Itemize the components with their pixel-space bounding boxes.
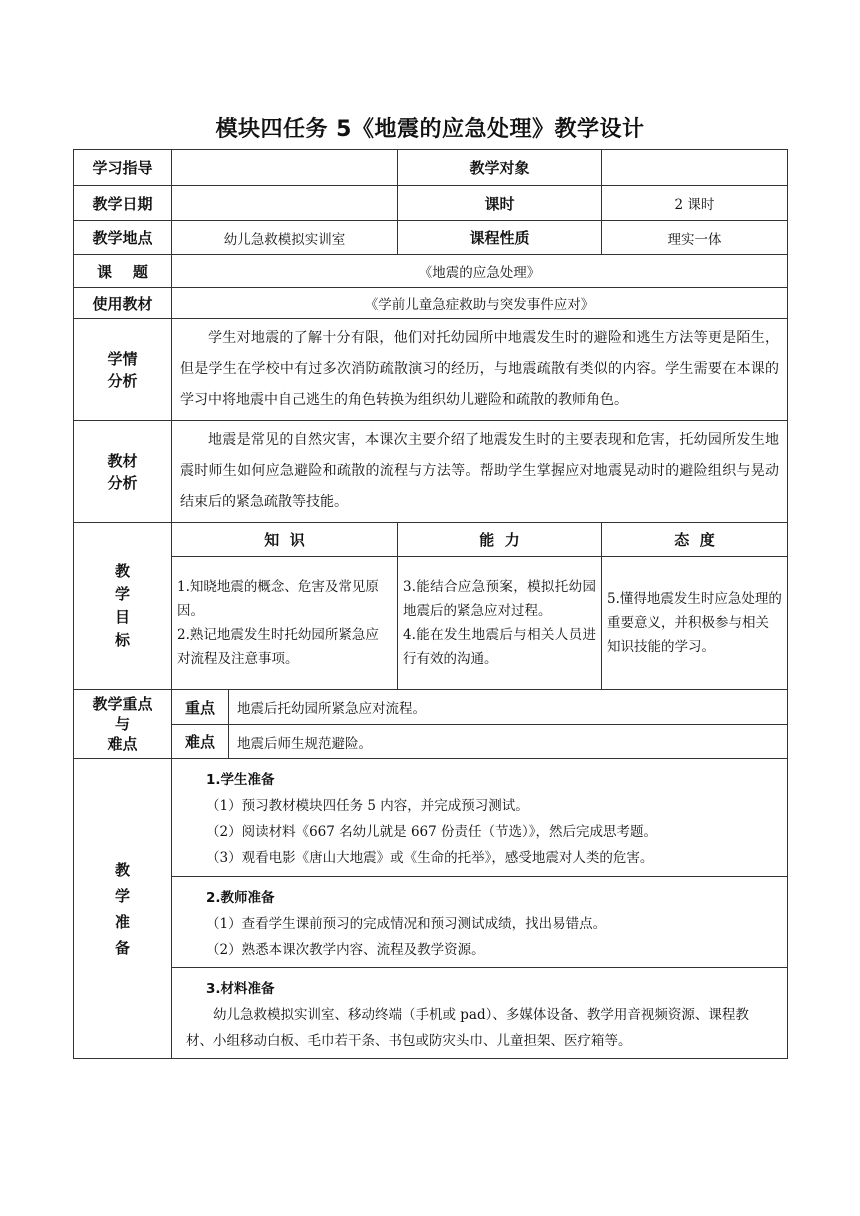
row-student-analysis [74,319,788,421]
textbook-value: 《学前儿童急症救助与突发事件应对》 [172,288,788,319]
material-prep-title: 3.材料准备 [206,981,275,997]
row-material-prep [74,968,788,1059]
nature-label: 课程性质 [398,221,602,255]
student-prep-title: 1.学生准备 [206,772,275,788]
hard-label: 难点 [172,725,229,759]
row-material-analysis [74,421,788,523]
guide-value [172,150,398,186]
page-title: 模块四任务 5《地震的应急处理》教学设计 [215,117,645,142]
hours-label: 课时 [398,186,602,221]
student-analysis-text: 学生对地震的了解十分有限，他们对托幼园所中地震发生时的避险和逃生方法等更是陌生，但是学生在学校中有过多次消防疏散演习的经历，与地震疏散有类似的内容。学生需要在本课的学习中将地震中自己逃生的角色转换为组织幼儿避险和疏散的教师角色。 [172,319,788,421]
hard-value: 地震后师生规范避险。 [229,725,788,759]
row-objectives-content [74,557,788,690]
lesson-plan-table [73,149,788,1059]
row-objectives-header [74,523,788,557]
student-analysis-label: 学情 分析 [74,319,172,421]
key-value: 地震后托幼园所紧急应对流程。 [229,690,788,725]
key-points-label: 教学重点 与 难点 [74,690,172,759]
target-label: 教学对象 [398,150,602,186]
teacher-prep-title: 2.教师准备 [206,890,275,906]
teacher-prep-1: （1）查看学生课前预习的完成情况和预习测试成绩，找出易错点。 [206,916,607,932]
textbook-label: 使用教材 [74,288,172,319]
attitude-item-1: 5.懂得地震发生时应急处理的重要意义，并积极参与相关知识技能的学习。 [607,591,782,655]
knowledge-cell [172,557,398,690]
material-analysis-text: 地震是常见的自然灾害，本课次主要介绍了地震发生时的主要表现和危害，托幼园所发生地震时师生如何应急避险和疏散的流程与方法等。帮助学生掌握应对地震晃动时的避险组织与晃动结束后的紧急疏散等技能。 [172,421,788,523]
key-label: 重点 [172,690,229,725]
material-analysis-label: 教材 分析 [74,421,172,523]
attitude-cell [602,557,788,690]
row-date [74,186,788,221]
date-value [172,186,398,221]
target-value [602,150,788,186]
teacher-prep-cell [172,877,788,968]
place-label: 教学地点 [74,221,172,255]
guide-label: 学习指导 [74,150,172,186]
row-guide [74,150,788,186]
topic-label: 课 题 [74,255,172,288]
student-prep-2: （2）阅读材料《667 名幼儿就是 667 份责任（节选）》，然后完成思考题。 [206,824,657,840]
material-prep-text: 幼儿急救模拟实训室、移动终端（手机或 pad）、多媒体设备、教学用音视频资源、课程教材、小组移动白板、毛巾若干条、书包或防灾头巾、儿童担架、医疗箱等。 [186,1007,749,1049]
attitude-header: 态 度 [602,523,788,557]
ability-item-1: 3.能结合应急预案，模拟托幼园地震后的紧急应对过程。 [403,579,596,619]
student-prep-cell [172,759,788,877]
student-prep-1: （1）预习教材模块四任务 5 内容，并完成预习测试。 [206,798,529,814]
knowledge-item-2: 2.熟记地震发生时托幼园所紧急应对流程及注意事项。 [177,627,379,667]
objectives-label: 教 学 目 标 [74,523,172,690]
ability-header: 能 力 [398,523,602,557]
preparation-label: 教 学 准 备 [74,759,172,1059]
topic-value: 《地震的应急处理》 [172,255,788,288]
row-student-prep [74,759,788,877]
ability-cell [398,557,602,690]
material-prep-cell [172,968,788,1059]
row-topic [74,255,788,288]
row-teacher-prep [74,877,788,968]
ability-item-2: 4.能在发生地震后与相关人员进行有效的沟通。 [403,627,596,667]
knowledge-item-1: 1.知晓地震的概念、危害及常见原因。 [177,579,379,619]
student-prep-3: （3）观看电影《唐山大地震》或《生命的托举》，感受地震对人类的危害。 [206,850,654,866]
row-key-point [74,690,788,725]
row-textbook [74,288,788,319]
knowledge-header: 知 识 [172,523,398,557]
row-place [74,221,788,255]
place-value: 幼儿急救模拟实训室 [172,221,398,255]
nature-value: 理实一体 [602,221,788,255]
date-label: 教学日期 [74,186,172,221]
teacher-prep-2: （2）熟悉本课次教学内容、流程及教学资源。 [206,942,485,958]
hours-value: 2 课时 [602,186,788,221]
row-hard-point [74,725,788,759]
